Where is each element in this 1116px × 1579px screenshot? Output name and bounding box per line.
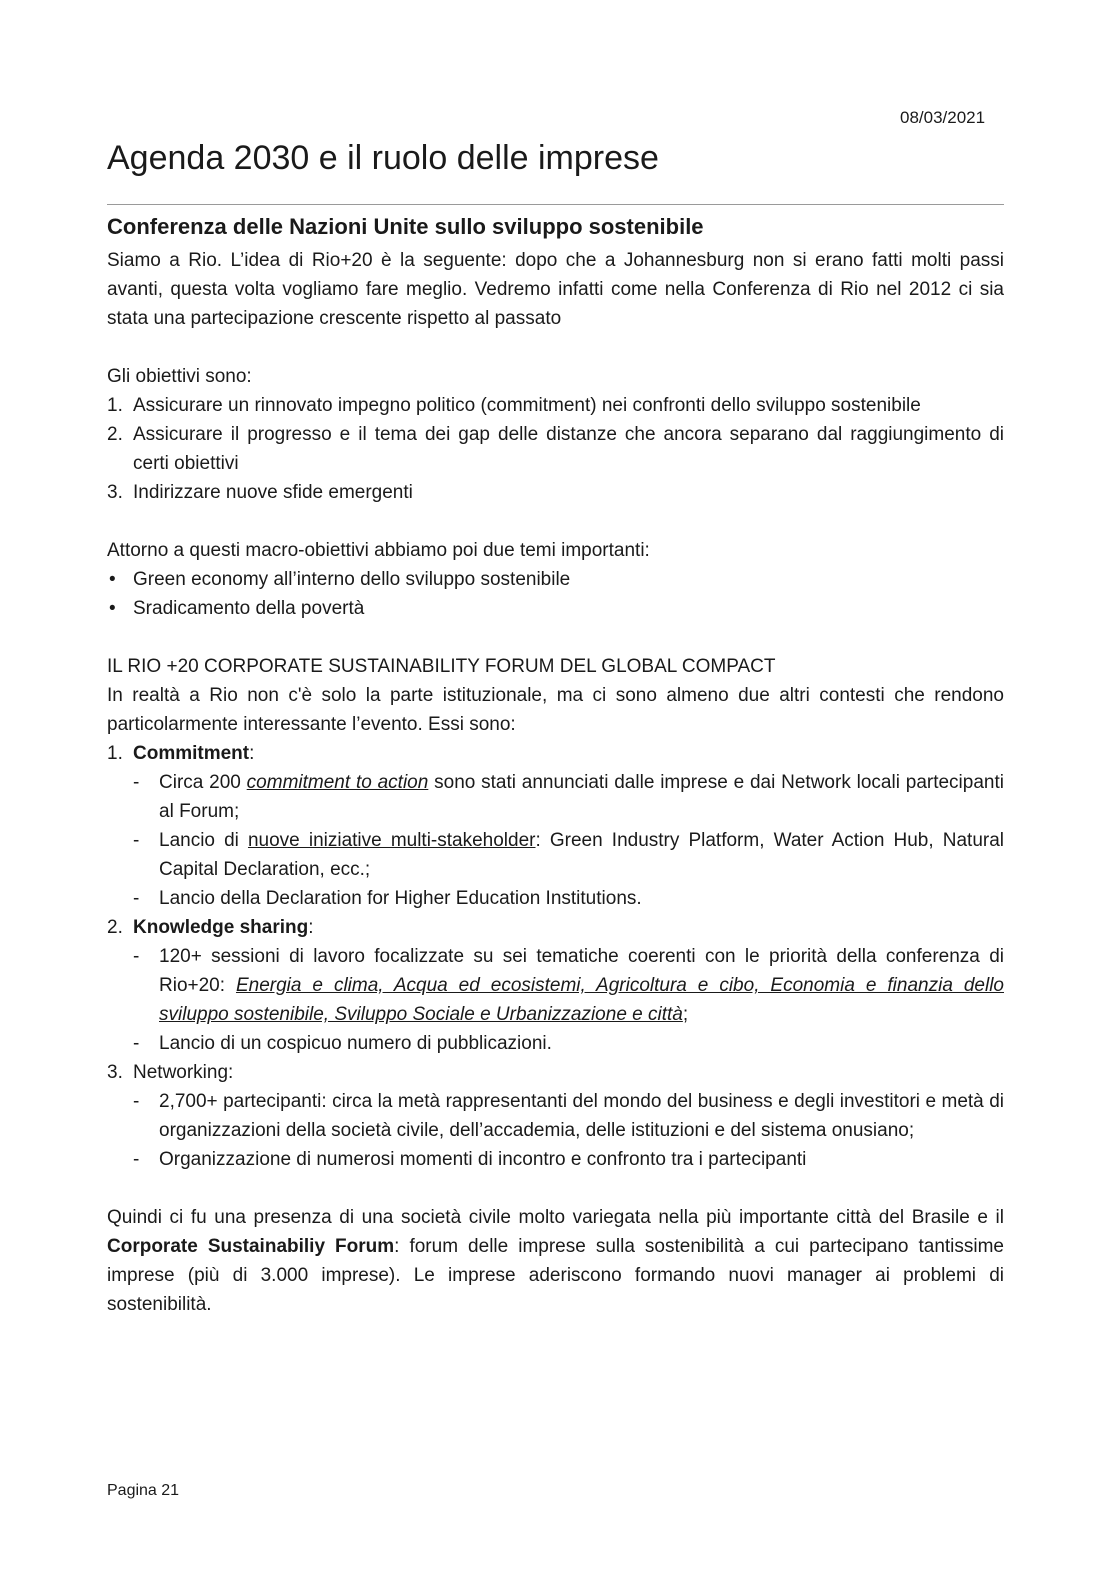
themes-link[interactable]: Energia e clima, Acqua ed ecosistemi, Agricoltura e cibo, Economia e finanzia dello sviluppo sostenibile, Sviluppo Sociale e Urbanizzazione e città	[159, 975, 1004, 1025]
list-item: - Organizzazione di numerosi momenti di incontro e confronto tra i partecipanti	[133, 1149, 807, 1170]
list-item: - Lancio di nuove iniziative multi-stakeholder: Green Industry Platform, Water Action Hub, Natural Capital Declaration, ecc.;	[133, 830, 1004, 880]
networking-sublist	[133, 1087, 1004, 1174]
list-item-knowledge-sharing: 2. Knowledge sharing: - 120+ sessioni di lavoro focalizzate su sei tematiche coerenti con le priorità della conferenza di Rio+20: Energia e clima, Acqua ed ecosistemi, Agricoltura e cibo, Economia e finanzia dello sviluppo sostenibile, Sviluppo Sociale e Urbanizzazione e città; - Lancio di un cospicuo numero di pubblicazioni.	[107, 913, 1004, 1058]
list-item: 3. Indirizzare nuove sfide emergenti	[107, 482, 413, 503]
document-date: 08/03/2021	[900, 108, 986, 127]
list-item: 1. Assicurare un rinnovato impegno politico (commitment) nei confronti dello sviluppo sostenibile	[107, 395, 921, 416]
document-body	[107, 210, 1004, 1319]
knowledge-sublist	[133, 942, 1004, 1058]
bullet-icon: •	[109, 569, 116, 590]
list-item: - Lancio di un cospicuo numero di pubblicazioni.	[133, 1033, 552, 1054]
intro-paragraph: Siamo a Rio. L’idea di Rio+20 è la seguente: dopo che a Johannesburg non si erano fatti molti passi avanti, questa volta vogliamo fare meglio. Vedremo infatti come nella Conferenza di Rio nel 2012 ci sia stata una partecipazione crescente rispetto al passato	[107, 250, 1004, 329]
list-item: - 120+ sessioni di lavoro focalizzate su sei tematiche coerenti con le priorità della conferenza di Rio+20: Energia e clima, Acqua ed ecosistemi, Agricoltura e cibo, Economia e finanzia dello sviluppo sostenibile, Sviluppo Sociale e Urbanizzazione e città;	[133, 946, 1004, 1025]
contexts-list	[107, 739, 1004, 1174]
list-item: 2. Assicurare il progresso e il tema dei gap delle distanze che ancora separano dal raggiungimento di certi obiettivi	[107, 424, 1004, 474]
list-item: • Sradicamento della povertà	[107, 594, 1004, 623]
page-title: Agenda 2030 e il ruolo delle imprese	[107, 139, 659, 177]
objectives-list	[107, 391, 1004, 507]
list-item-commitment: 1. Commitment: - Circa 200 commitment to action sono stati annunciati dalle imprese e dai Network locali partecipanti al Forum; - Lancio di nuove iniziative multi-stakeholder: Green Industry Platform, Water Action Hub, Natural Capital Declaration, ecc.; - Lancio della Declaration for Higher Education Institutions.	[107, 739, 1004, 913]
section-subtitle: Conferenza delle Nazioni Unite sullo sviluppo sostenibile	[107, 214, 704, 239]
conclusion-paragraph: Quindi ci fu una presenza di una società civile molto variegata nella più importante città del Brasile e il Corporate Sustainabiliy Forum: forum delle imprese sulla sostenibilità a cui partecipano tantissime imprese (più di 3.000 imprese). Le imprese aderiscono formando nuovi manager ai problemi di sostenibilità.	[107, 1207, 1004, 1315]
title-divider	[107, 204, 1004, 205]
list-item: • Green economy all’interno dello sviluppo sostenibile	[107, 565, 1004, 594]
bullet-icon: •	[109, 598, 116, 619]
forum-intro: In realtà a Rio non c'è solo la parte istituzionale, ma ci sono almeno due altri contesti che rendono particolarmente interessante l’evento. Essi sono:	[107, 685, 1004, 735]
commitment-sublist	[133, 768, 1004, 913]
list-item: - Lancio della Declaration for Higher Education Institutions.	[133, 888, 642, 909]
list-item: - 2,700+ partecipanti: circa la metà rappresentanti del mondo del business e degli investitori e metà di organizzazioni della società civile, dell’accademia, delle istituzioni e del sistema onusiano;	[133, 1091, 1004, 1141]
page-number: Pagina 21	[107, 1482, 180, 1499]
forum-heading: IL RIO +20 CORPORATE SUSTAINABILITY FORUM DEL GLOBAL COMPACT	[107, 656, 776, 677]
themes-intro: Attorno a questi macro-obiettivi abbiamo poi due temi importanti:	[107, 540, 650, 561]
objectives-intro: Gli obiettivi sono:	[107, 366, 252, 387]
themes-list	[107, 565, 1004, 623]
list-item-networking: 3. Networking: - 2,700+ partecipanti: circa la metà rappresentanti del mondo del business e degli investitori e metà di organizzazioni della società civile, dell’accademia, delle istituzioni e del sistema onusiano; - Organizzazione di numerosi momenti di incontro e confronto tra i partecipanti	[107, 1058, 1004, 1174]
commitment-to-action-link[interactable]: commitment to action	[246, 772, 429, 793]
list-item: - Circa 200 commitment to action sono stati annunciati dalle imprese e dai Network locali partecipanti al Forum;	[133, 772, 1004, 822]
multi-stakeholder-link[interactable]: nuove iniziative multi-stakeholder	[247, 830, 536, 851]
